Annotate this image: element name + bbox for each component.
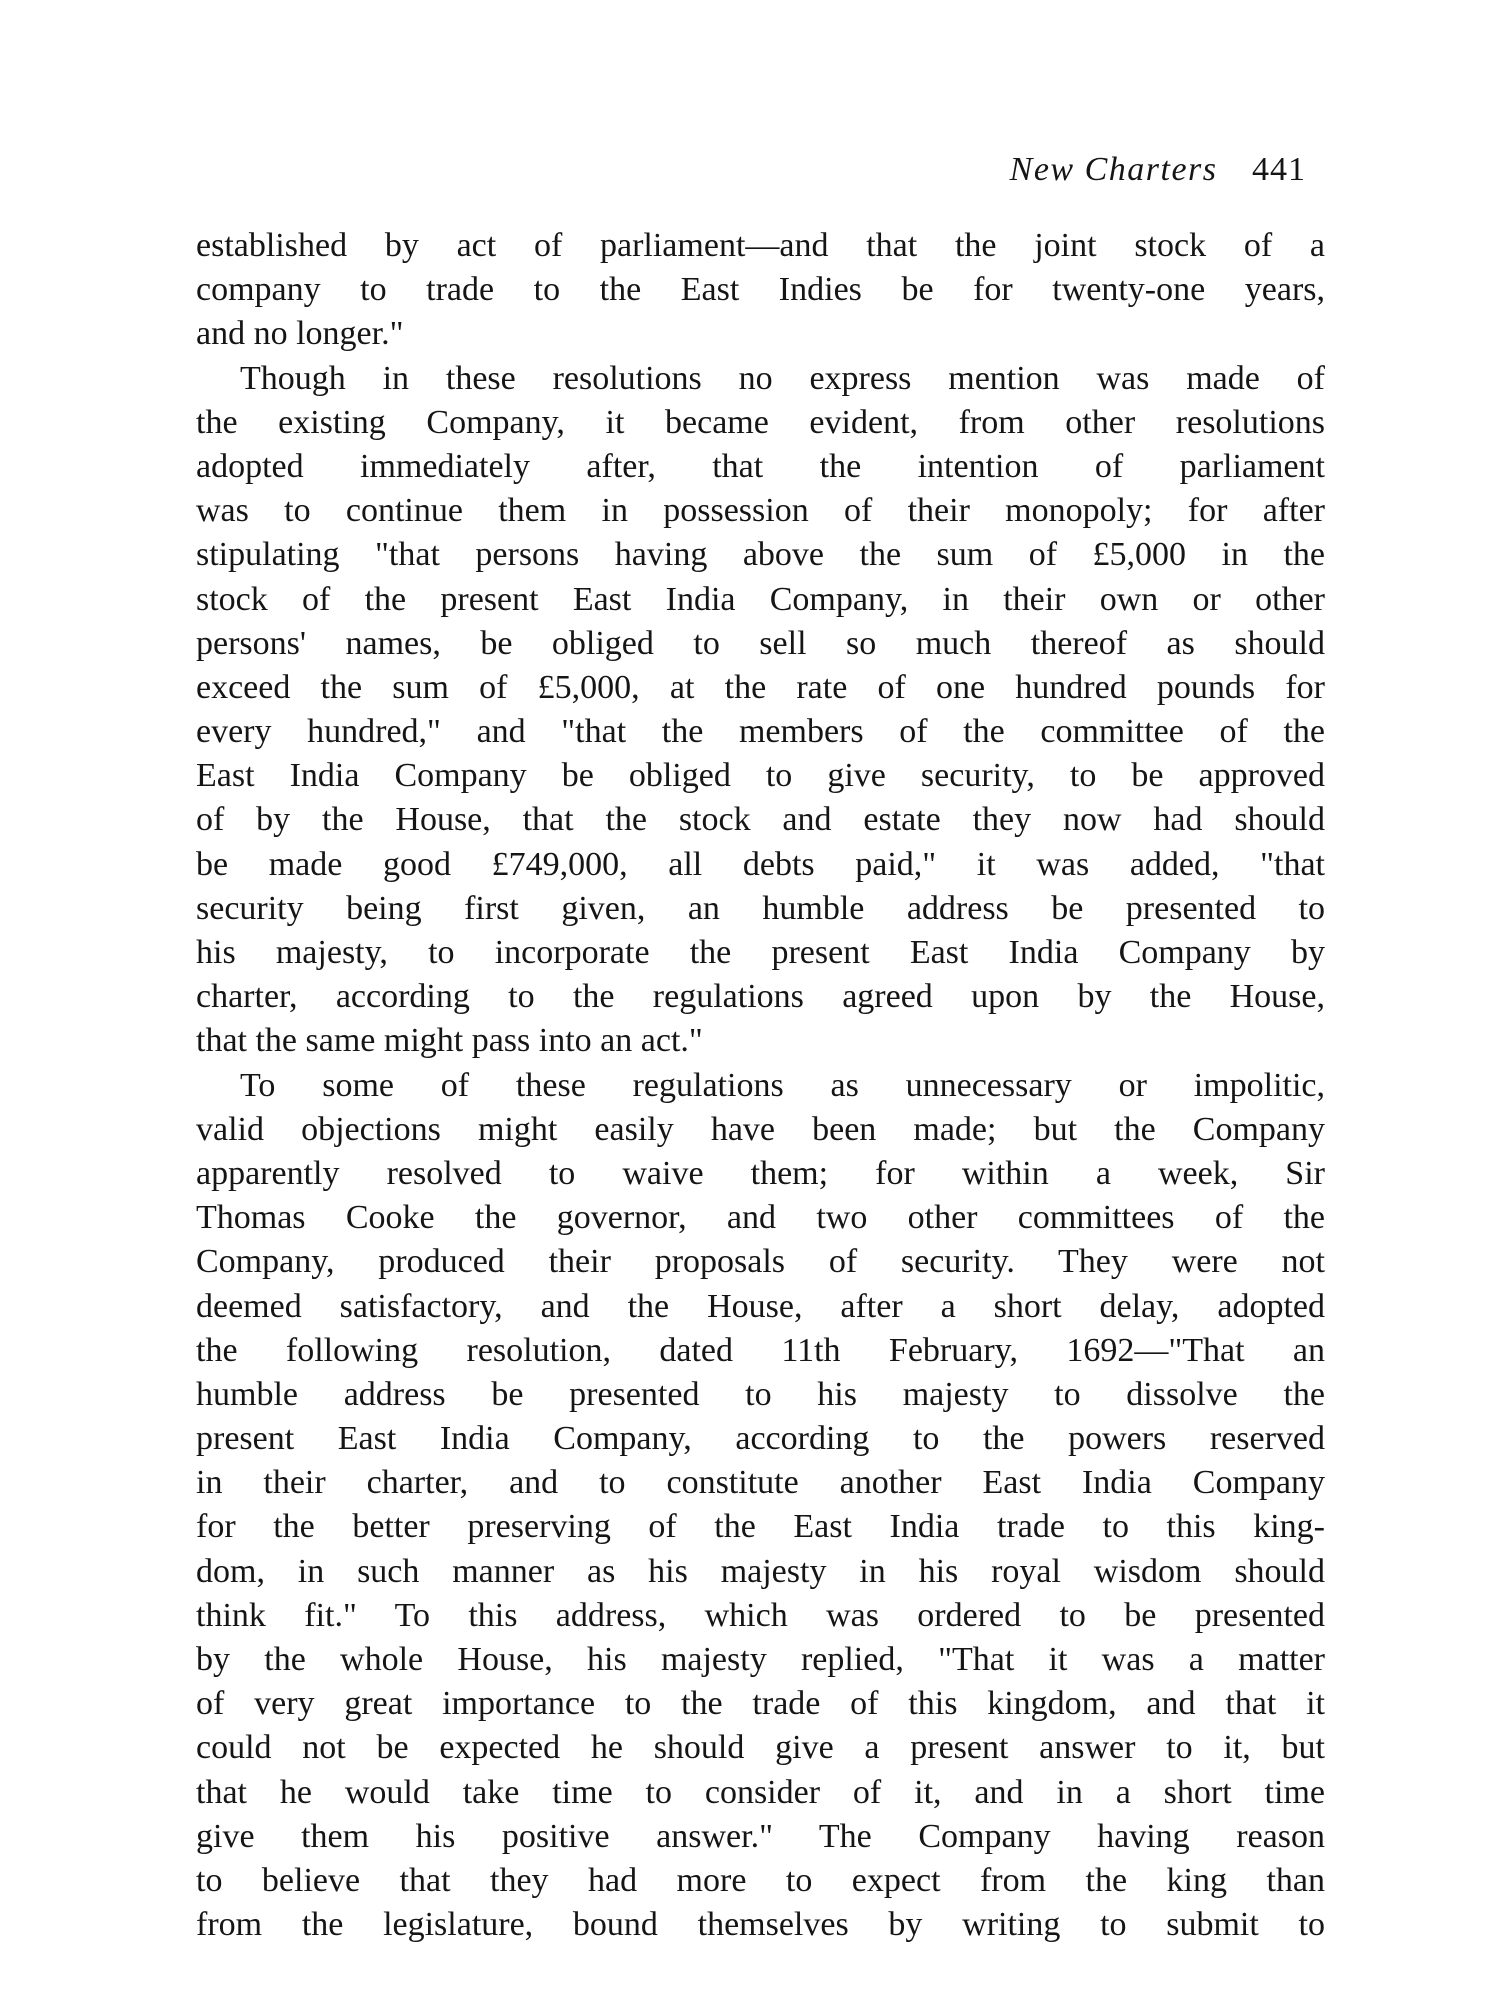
- text-line: established by act of parliament—and that the joint stock of a: [196, 227, 1325, 264]
- text-line: give them his positive answer." The Company having reason: [196, 1817, 1325, 1855]
- text-line: the following resolution, dated 11th February, 1692—"That an: [196, 1331, 1325, 1369]
- text-line: persons' names, be obliged to sell so much thereof as should: [196, 624, 1325, 662]
- page-number: 441: [1252, 151, 1306, 188]
- text-line: of very great importance to the trade of this kingdom, and that it: [196, 1685, 1325, 1723]
- text-line: by the whole House, his majesty replied, "That it was a matter: [196, 1641, 1325, 1678]
- text-line: that he would take time to consider of it, and in a short time: [196, 1773, 1325, 1811]
- text-line: exceed the sum of £5,000, at the rate of one hundred pounds for: [196, 668, 1325, 706]
- text-line: from the legislature, bound themselves by writing to submit to: [196, 1906, 1325, 1944]
- text-line: present East India Company, according to the powers reserved: [196, 1420, 1325, 1458]
- text-line: for the better preserving of the East India trade to this king-: [196, 1508, 1325, 1546]
- text-line: to believe that they had more to expect from the king than: [196, 1861, 1325, 1899]
- text-line: adopted immediately after, that the intention of parliament: [196, 447, 1325, 485]
- text-line: and no longer.": [196, 315, 404, 353]
- running-head: [1010, 150, 1306, 190]
- text-line: could not be expected he should give a present answer to it, but: [196, 1729, 1325, 1767]
- text-line: Company, produced their proposals of security. They were not: [196, 1243, 1325, 1281]
- text-line: East India Company be obliged to give security, to be approved: [196, 757, 1325, 795]
- text-line: think fit." To this address, which was ordered to be presented: [196, 1596, 1325, 1634]
- running-title: New Charters: [1009, 151, 1218, 188]
- text-line: deemed satisfactory, and the House, after a short delay, adopted: [196, 1287, 1325, 1325]
- text-line: dom, in such manner as his majesty in his royal wisdom should: [196, 1552, 1325, 1590]
- text-line: Though in these resolutions no express mention was made of: [240, 359, 1325, 397]
- text-line: be made good £749,000, all debts paid," it was added, "that: [196, 845, 1325, 883]
- text-line: valid objections might easily have been made; but the Company: [196, 1110, 1325, 1148]
- text-line: his majesty, to incorporate the present East India Company by: [196, 934, 1325, 971]
- text-line: security being first given, an humble address be presented to: [196, 889, 1325, 927]
- text-line: stock of the present East India Company, in their own or other: [196, 580, 1325, 618]
- text-line: humble address be presented to his majesty to dissolve the: [196, 1375, 1325, 1413]
- text-line: apparently resolved to waive them; for within a week, Sir: [196, 1154, 1325, 1192]
- text-line: every hundred," and "that the members of the committee of the: [196, 713, 1325, 751]
- text-line: charter, according to the regulations agreed upon by the House,: [196, 978, 1325, 1016]
- text-line: that the same might pass into an act.": [196, 1022, 703, 1060]
- body-text: [196, 224, 1325, 1947]
- text-line: was to continue them in possession of their monopoly; for after: [196, 492, 1325, 530]
- text-line: To some of these regulations as unnecessary or impolitic,: [240, 1066, 1325, 1104]
- text-line: stipulating "that persons having above the sum of £5,000 in the: [196, 536, 1325, 574]
- text-line: the existing Company, it became evident, from other resolutions: [196, 403, 1325, 441]
- text-line: in their charter, and to constitute another East India Company: [196, 1464, 1325, 1502]
- text-line: Thomas Cooke the governor, and two other committees of the: [196, 1199, 1325, 1237]
- text-line: of by the House, that the stock and estate they now had should: [196, 801, 1325, 839]
- text-line: company to trade to the East Indies be for twenty-one years,: [196, 271, 1325, 309]
